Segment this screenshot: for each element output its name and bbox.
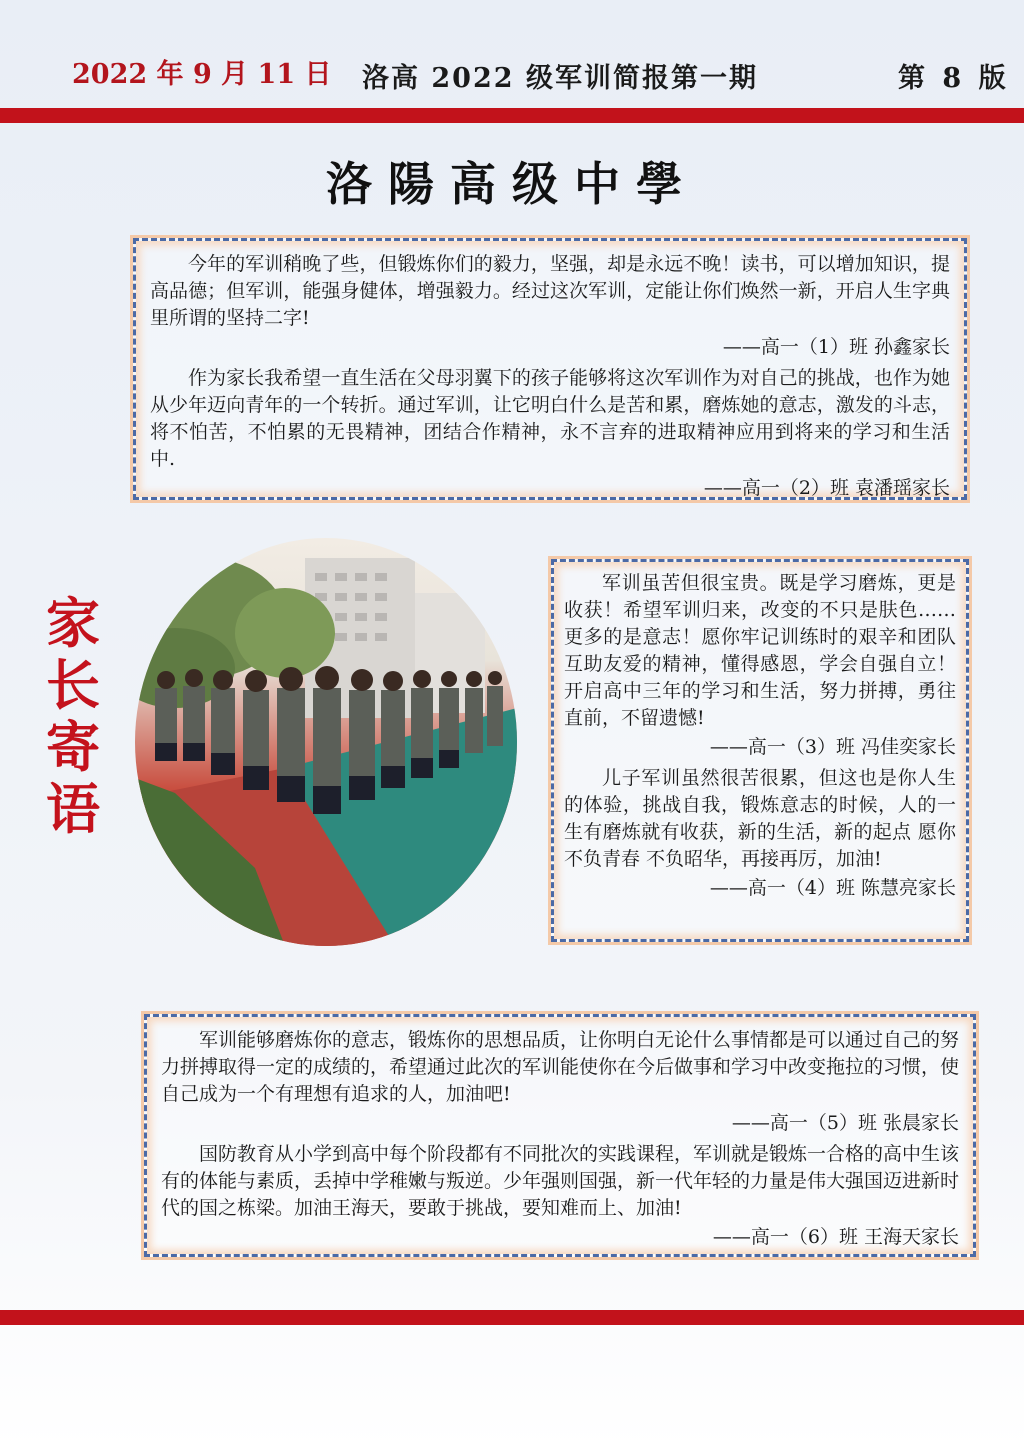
message-text: 国防教育从小学到高中每个阶段都有不同批次的实践课程，军训就是锻炼一合格的高中生该有的体能与素质，丢掉中学稚嫩与叛逆。少年强则国强，新一代年轻的力量是伟大强国迈进新时代的国之栋梁。加油王海天，要敢于挑战，要知难而上、加油! — [161, 1143, 960, 1219]
training-scene-illustration — [135, 538, 517, 946]
issue-date: 2022 年 9 月 11 日 — [72, 59, 332, 90]
bottom-divider — [0, 1310, 1024, 1325]
message-box-1 — [133, 238, 967, 500]
school-name-calligraphy: 洛陽高级中學 — [326, 157, 698, 211]
message-signature: ——高一（2）班 袁潘瑶家长 — [703, 477, 950, 499]
page-number: 第 8 版 — [898, 63, 1010, 94]
message-signature: ——高一（3）班 冯佳奕家长 — [709, 736, 956, 758]
heading-char: 寄 — [46, 715, 100, 779]
heading-char: 长 — [46, 653, 100, 717]
message-box-2 — [551, 559, 969, 942]
message-signature: ——高一（1）班 孙鑫家长 — [722, 336, 950, 358]
top-divider — [0, 108, 1024, 123]
message-text: 今年的军训稍晚了些，但锻炼你们的毅力，坚强，却是永远不晚！读书，可以增加知识，提高品德；但军训，能强身健体，增强毅力。经过这次军训，定能让你们焕然一新，开启人生字典里所谓的坚持二字! — [150, 253, 950, 329]
message-box-3 — [144, 1014, 976, 1257]
message-signature: ——高一（5）班 张晨家长 — [731, 1112, 959, 1134]
newsletter-title: 洛高 2022 级军训简报第一期 — [362, 63, 758, 94]
message-text: 作为家长我希望一直生活在父母羽翼下的孩子能够将这次军训作为对自己的挑战，也作为她从少年迈向青年的一个转折。通过军训，让它明白什么是苦和累，磨炼她的意志，激发的斗志，将不怕苦，不怕累的无畏精神，团结合作精神，永不言弃的进取精神应用到将来的学习和生活中. — [150, 367, 950, 470]
message-text: 儿子军训虽然很苦很累，但这也是你人生的体验，挑战自我，锻炼意志的时候，人的一生有磨炼就有收获，新的生活，新的起点 愿你不负青春 不负昭华，再接再厉，加油! — [564, 767, 956, 870]
message-text: 军训能够磨炼你的意志，锻炼你的思想品质，让你明白无论什么事情都是可以通过自己的努力拼搏取得一定的成绩的，希望通过此次的军训能使你在今后做事和学习中改变拖拉的习惯，使自己成为一个有理想有追求的人，加油吧! — [161, 1029, 960, 1105]
message-signature: ——高一（4）班 陈慧亮家长 — [709, 877, 956, 899]
heading-char: 家 — [46, 591, 100, 655]
message-text: 军训虽苦但很宝贵。既是学习磨炼，更是收获！希望军训归来，改变的不只是肤色……更多的是意志！愿你牢记训练时的艰辛和团队互助友爱的精神，懂得感恩，学会自强自立！开启高中三年的学习和生活，努力拼搏，勇往直前，不留遗憾! — [564, 572, 956, 729]
heading-char: 语 — [46, 777, 100, 841]
parents-message-heading — [38, 592, 108, 840]
message-signature: ——高一（6）班 王海天家长 — [712, 1226, 959, 1248]
military-training-photo — [135, 538, 517, 946]
